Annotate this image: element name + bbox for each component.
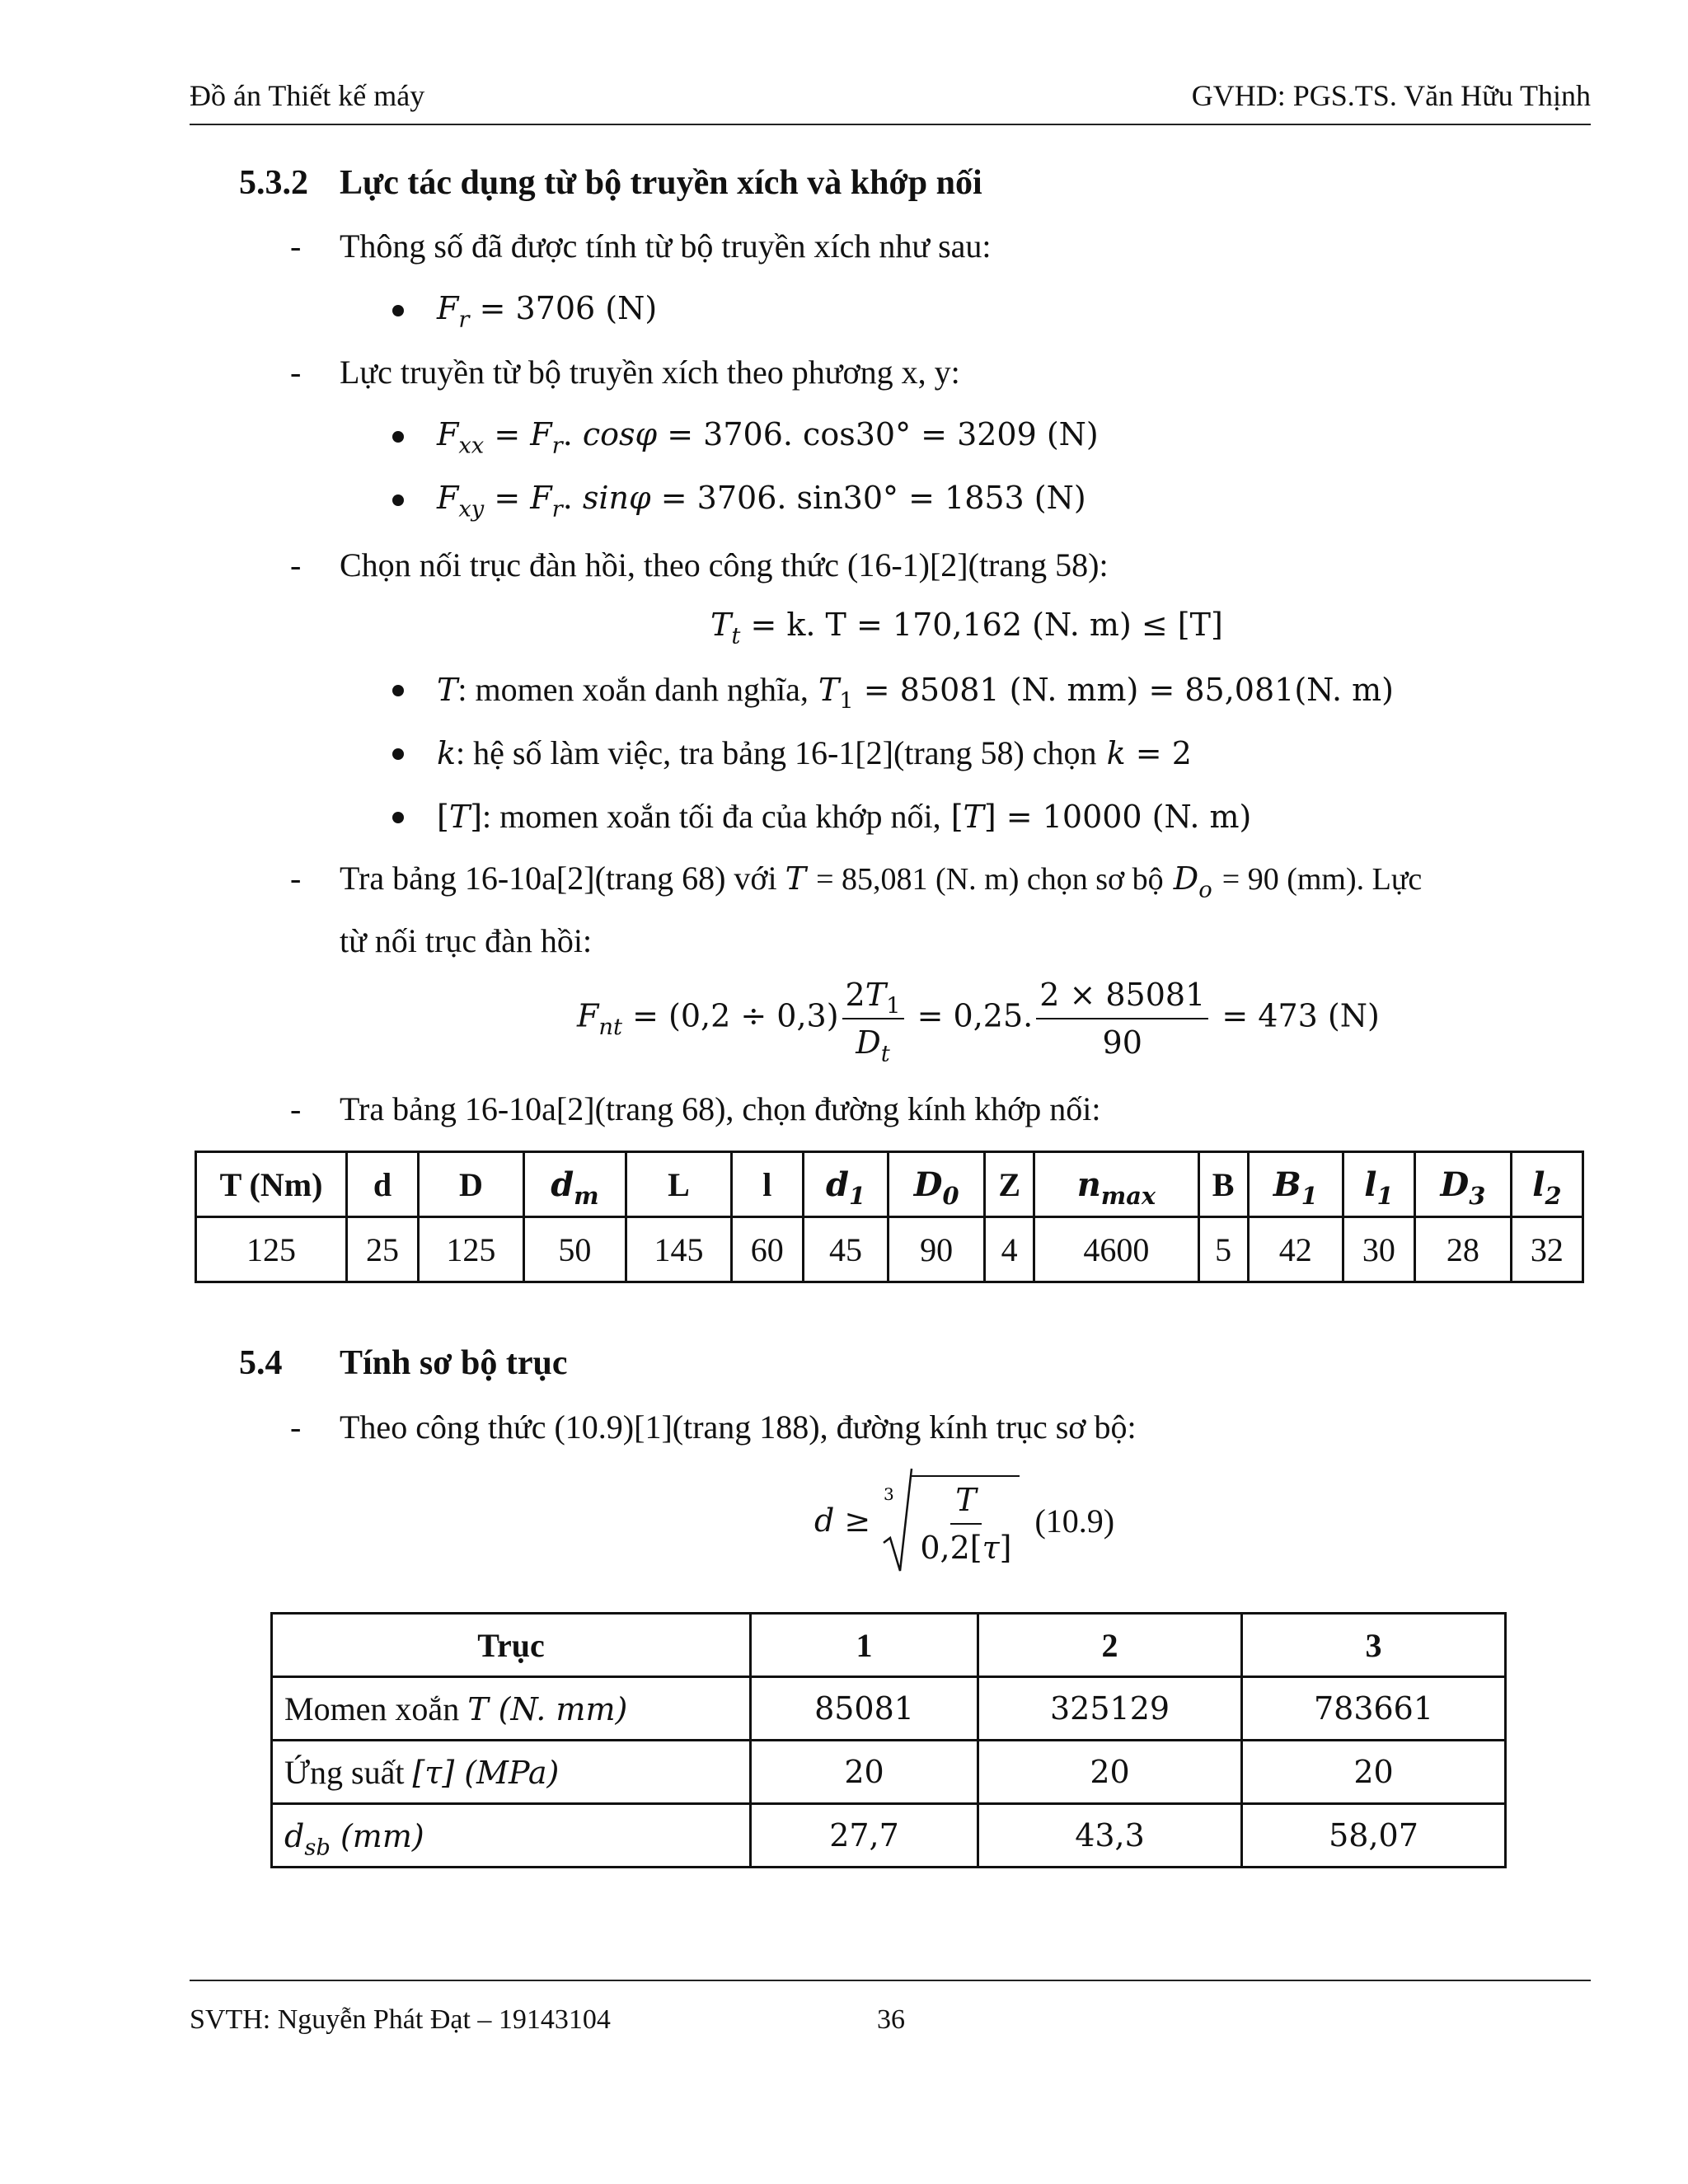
- dash-marker: -: [290, 354, 302, 391]
- table-cell: 45: [803, 1217, 888, 1282]
- table-row: [272, 1741, 1506, 1804]
- table-cell: 30: [1343, 1217, 1414, 1282]
- header-rule: [190, 124, 1591, 125]
- table-row: [272, 1804, 1506, 1868]
- paragraph-table-lookup-cont: từ nối trục đàn hồi:: [340, 922, 593, 959]
- table-cell-label: Momen xoắn T (N. mm): [272, 1677, 751, 1741]
- table-header-cell: $l_2$: [1511, 1152, 1582, 1217]
- table-cell: 4600: [1034, 1217, 1198, 1282]
- paragraph-coupling-choice: Chọn nối trục đàn hồi, theo công thức (16-1)[2](trang 58):: [340, 546, 1109, 583]
- equation-tt: $T_t = k$. T = 170,162 (N. m) ≤ [T]: [710, 607, 1223, 649]
- table-cell: 58,07: [1242, 1804, 1506, 1868]
- table-header-cell: $d_1$: [803, 1152, 888, 1217]
- table-cell: 125: [419, 1217, 524, 1282]
- paragraph-force-xy: Lực truyền từ bộ truyền xích theo phương x, y:: [340, 354, 960, 391]
- bullet-work-factor: k: hệ số làm việc, tra bảng 16-1[2](trang 58) chọn k = 2: [437, 734, 1192, 771]
- table-header-cell: $n_{max}$: [1034, 1152, 1198, 1217]
- table-cell-label: $d_{sb}$ (mm): [272, 1804, 751, 1868]
- bullet-marker: [392, 812, 404, 823]
- section-title: Tính sơ bộ trục: [340, 1344, 568, 1382]
- paragraph-coupling-diameter: Tra bảng 16-10a[2](trang 68), chọn đường kính khớp nối:: [340, 1090, 1101, 1127]
- bullet-torque-nominal: T: momen xoắn danh nghĩa, $T_1 = 85081$ (N. mm) = 85,081(N. m): [437, 671, 1394, 715]
- bullet-marker: [392, 494, 404, 506]
- table-cell: 32: [1511, 1217, 1582, 1282]
- table-header-cell: Trục: [272, 1614, 751, 1677]
- footer-student: SVTH: Nguyễn Phát Đạt – 19143104: [190, 2004, 611, 2035]
- table-cell: 145: [626, 1217, 732, 1282]
- table-header-cell: $d_m$: [523, 1152, 626, 1217]
- root-sign-icon: [880, 1467, 913, 1574]
- table-row: [196, 1217, 1583, 1282]
- table-header-row: [196, 1152, 1583, 1217]
- paragraph-shaft-formula: Theo công thức (10.9)[1](trang 188), đường kính trục sơ bộ:: [340, 1408, 1137, 1446]
- table-header-cell: 2: [978, 1614, 1242, 1677]
- equation-number: (10.9): [1034, 1502, 1115, 1540]
- table-header-cell: T (Nm): [196, 1152, 347, 1217]
- table-cell: 5: [1198, 1217, 1248, 1282]
- table-header-cell: $D_3$: [1414, 1152, 1511, 1217]
- table-cell: 60: [731, 1217, 803, 1282]
- table-cell: 20: [978, 1741, 1242, 1804]
- table-cell: 90: [889, 1217, 985, 1282]
- bullet-marker: [392, 748, 404, 760]
- coupling-table: [195, 1151, 1584, 1283]
- bullet-marker: [392, 431, 404, 443]
- header-right: GVHD: PGS.TS. Văn Hữu Thịnh: [1191, 79, 1591, 112]
- table-header-cell: $B_1$: [1248, 1152, 1343, 1217]
- equation-shaft-diameter: d ≥ 3 T 0,2[τ] (10.9): [814, 1467, 1114, 1574]
- table-cell: 20: [1242, 1741, 1506, 1804]
- header-left: Đồ án Thiết kế máy: [190, 79, 425, 112]
- table-header-cell: L: [626, 1152, 732, 1217]
- dash-marker: -: [290, 1090, 302, 1127]
- footer-rule: [190, 1980, 1591, 1981]
- root-index: 3: [884, 1484, 895, 1504]
- table-cell: 325129: [978, 1677, 1242, 1741]
- table-header-cell: d: [347, 1152, 419, 1217]
- section-title: Lực tác dụng từ bộ truyền xích và khớp nối: [340, 164, 982, 202]
- page-number: 36: [877, 2004, 905, 2035]
- table-cell: 125: [196, 1217, 347, 1282]
- table-header-cell: B: [1198, 1152, 1248, 1217]
- section-number: 5.3.2: [239, 164, 308, 202]
- table-cell: 27,7: [751, 1804, 978, 1868]
- table-header-cell: $D_0$: [889, 1152, 985, 1217]
- bullet-torque-max: [T]: momen xoắn tối đa của khớp nối, [T] = 10000 (N. m): [437, 798, 1252, 835]
- paragraph-table-lookup: Tra bảng 16-10a[2](trang 68) với T = 85,081 (N. m) chọn sơ bộ $D_o = 90$ (mm). Lực: [340, 860, 1423, 903]
- shaft-table: [270, 1612, 1507, 1868]
- dash-marker: -: [290, 1408, 302, 1446]
- table-cell: 43,3: [978, 1804, 1242, 1868]
- table-header-cell: $l_1$: [1343, 1152, 1414, 1217]
- dash-marker: -: [290, 227, 302, 265]
- table-cell: 28: [1414, 1217, 1511, 1282]
- table-cell: 25: [347, 1217, 419, 1282]
- bullet-marker: [392, 685, 404, 696]
- table-header-cell: Z: [985, 1152, 1034, 1217]
- table-header-cell: 1: [751, 1614, 978, 1677]
- section-number: 5.4: [239, 1344, 283, 1382]
- table-header-row: [272, 1614, 1506, 1677]
- table-header-cell: l: [731, 1152, 803, 1217]
- equation-fr: $F_r = 3706$ (N): [437, 290, 658, 333]
- paragraph-chain-params: Thông số đã được tính từ bộ truyền xích như sau:: [340, 227, 992, 265]
- table-cell-label: Ứng suất [τ] (MPa): [272, 1741, 751, 1804]
- dash-marker: -: [290, 860, 302, 897]
- table-cell: 783661: [1242, 1677, 1506, 1741]
- equation-fxx: $F_{xx} = F_r$. cosφ = 3706. cos30° = 3209 (N): [437, 416, 1099, 459]
- table-cell: 4: [985, 1217, 1034, 1282]
- table-header-cell: D: [419, 1152, 524, 1217]
- table-cell: 20: [751, 1741, 978, 1804]
- dash-marker: -: [290, 546, 302, 583]
- equation-fnt: $F_{nt} = (0,2 \div 0,3)$ $\frac{2T_1}{D_t}$ = 0,25. $\frac{2 \times 85081}{90}$ = 473 (N): [577, 977, 1380, 1067]
- bullet-marker: [392, 305, 404, 316]
- equation-fxy: $F_{xy} = F_r$. sinφ = 3706. sin30° = 1853 (N): [437, 480, 1086, 523]
- table-cell: 42: [1248, 1217, 1343, 1282]
- table-cell: 50: [523, 1217, 626, 1282]
- table-row: [272, 1677, 1506, 1741]
- table-cell: 85081: [751, 1677, 978, 1741]
- table-header-cell: 3: [1242, 1614, 1506, 1677]
